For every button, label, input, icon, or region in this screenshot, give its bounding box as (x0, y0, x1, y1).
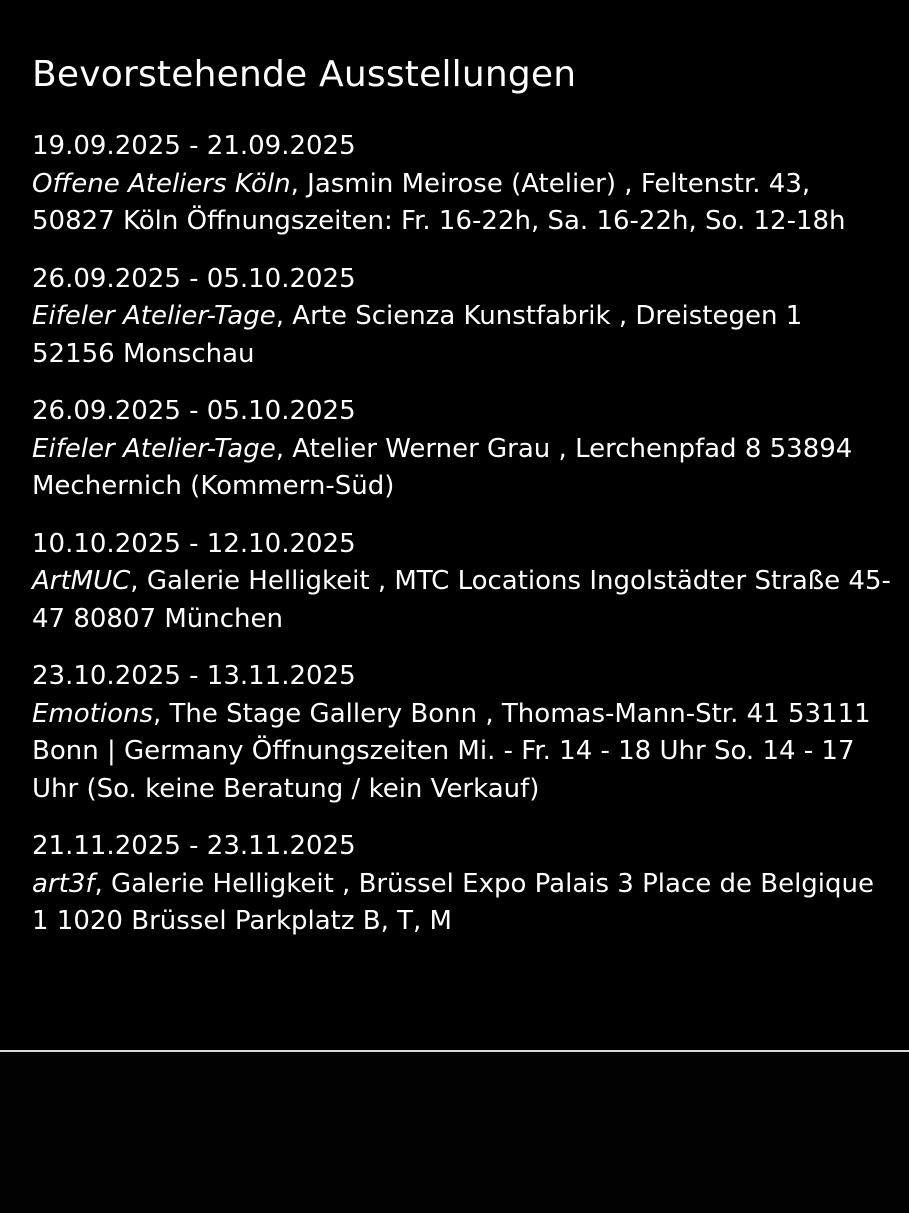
exhibition-item (32, 658, 892, 808)
exhibition-title: Offene Ateliers Köln (32, 168, 291, 199)
exhibition-dates: 10.10.2025 - 12.10.2025 (32, 528, 356, 559)
exhibition-list (32, 128, 892, 941)
exhibition-dates: 26.09.2025 - 05.10.2025 (32, 396, 356, 426)
exhibition-item (32, 526, 892, 639)
exhibition-item (32, 828, 892, 941)
exhibition-item (32, 261, 892, 374)
exhibition-details: , Jasmin Meirose (Atelier) , Feltenstr. 43, 50827 Köln Öffnungszeiten: Fr. 16-22h, Sa. 16-22h, So. 12-18h (32, 168, 846, 236)
exhibition-item (32, 128, 892, 241)
exhibition-details: , Galerie Helligkeit , Brüssel Expo Palais 3 Place de Belgique 1 1020 Brüssel Parkplatz B, T, M (32, 868, 875, 936)
exhibition-details: , Galerie Helligkeit , MTC Locations Ingolstädter Straße 45-47 80807 München (32, 566, 891, 634)
exhibition-title: Eifeler Atelier-Tage (32, 433, 276, 464)
exhibition-details: , Atelier Werner Grau , Lerchenpfad 8 53894 Mechernich (Kommern-Süd) (32, 433, 853, 501)
exhibition-item (32, 393, 892, 506)
exhibition-title: ArtMUC (32, 566, 131, 596)
exhibition-dates: 26.09.2025 - 05.10.2025 (32, 263, 356, 294)
exhibition-details: , The Stage Gallery Bonn , Thomas-Mann-Str. 41 53111 Bonn | Germany Öffnungszeiten Mi. - Fr. 14 - 18 Uhr So. 14 - 17 Uhr (So. keine Beratung / kein Verkauf) (32, 698, 871, 804)
page-title: Bevorstehende Ausstellungen (32, 54, 577, 95)
exhibitions-page (32, 52, 892, 961)
exhibition-title: art3f (32, 868, 95, 899)
exhibition-dates: 19.09.2025 - 21.09.2025 (32, 131, 356, 161)
exhibition-details: , Arte Scienza Kunstfabrik , Dreistegen 1 52156 Monschau (32, 301, 803, 369)
exhibition-dates: 21.11.2025 - 23.11.2025 (32, 831, 356, 861)
footer-area (0, 1052, 909, 1213)
exhibition-title: Eifeler Atelier-Tage (32, 301, 276, 331)
exhibition-title: Emotions (32, 698, 154, 729)
exhibition-dates: 23.10.2025 - 13.11.2025 (32, 661, 356, 691)
